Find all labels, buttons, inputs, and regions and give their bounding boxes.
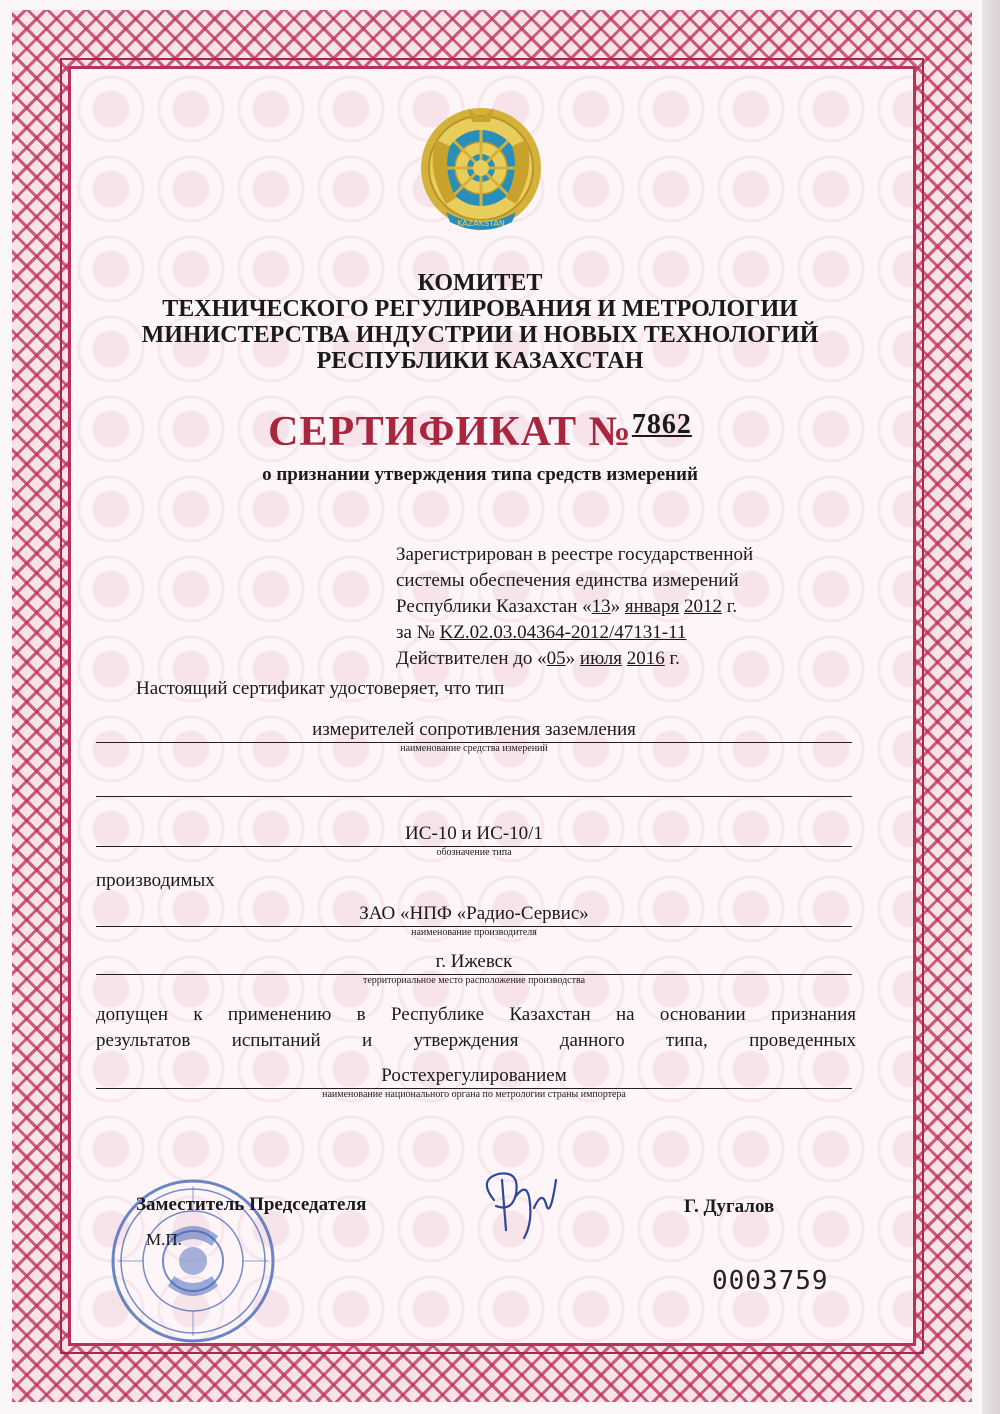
registry-line-5-suffix: г. [664,648,680,669]
header-line-3: МИНИСТЕРСТВА ИНДУСТРИИ И НОВЫХ ТЕХНОЛОГИЙ [141,322,819,348]
location-field [96,950,852,987]
location-value: г. Ижевск [96,950,852,975]
registry-line-1: Зарегистрирован в реестре государственной [396,544,754,565]
instrument-name-caption: наименование средства измерений [400,743,548,754]
registry-line-4 [396,620,866,646]
header-line-1: КОМИТЕТ [417,270,543,296]
registry-line-3-suffix: г. [721,596,738,617]
type-designation-field [96,822,852,859]
registry-line-3-mid: » [610,596,625,617]
registry-line-5 [396,646,866,672]
state-emblem-icon [416,100,546,240]
header-line-2: ТЕХНИЧЕСКОГО РЕГУЛИРОВАНИЯ И МЕТРОЛОГИИ [162,296,798,322]
valid-until-month: июля [579,648,623,669]
instrument-name-field [96,718,852,755]
manufacturer-field [96,902,852,939]
manufacturer-value: ЗАО «НПФ «Радио-Сервис» [96,902,852,927]
registration-number: KZ.02.03.04364-2012/47131-11 [439,622,687,643]
scan-edge [982,0,1000,1414]
type-designation-value: ИС-10 и ИС-10/1 [96,822,852,847]
manufacturer-caption: наименование производителя [411,927,537,938]
seal-placeholder-label: М.П. [146,1230,182,1249]
authority-field [96,1064,852,1101]
instrument-name-value: измерителей сопротивления заземления [96,718,852,743]
valid-until-day: 05 [546,648,566,669]
authority-caption: наименование национального органа по метрологии страны импортера [322,1089,626,1100]
intro-text: Настоящий сертификат удостоверяет, что тип [136,678,505,699]
registry-line-4-prefix: за № [396,622,440,643]
registration-day: 13 [591,596,611,617]
registry-line-5-mid: » [565,648,580,669]
registry-line-3-prefix: Республики Казахстан « [396,596,592,617]
registration-month: января [624,596,680,617]
certificate-title-text: СЕРТИФИКАТ № [268,409,632,455]
location-caption: территориальное место расположение производства [362,975,586,986]
authority-value: Ростехрегулированием [96,1064,852,1089]
certificate-title [200,408,760,456]
serial-number: 0003759 [712,1266,829,1296]
header-line-4: РЕСПУБЛИКИ КАЗАХСТАН [316,348,644,374]
signatory-name: Г. Дугалов [684,1196,775,1217]
signatory-title: Заместитель Председателя [136,1194,367,1215]
approval-line-1: допущен к применению в Республике Казахстан на основании признания [96,1004,856,1025]
registry-line-2: системы обеспечения единства измерений [396,570,739,591]
approval-line-2: результатов испытаний и утверждения данного типа, проведенных [96,1030,856,1051]
emblem-text: KAZAKSTAN [457,219,505,228]
certificate-subtitle: о признании утверждения типа средств измерений [262,464,698,485]
certificate-number: 7862 [631,409,692,440]
issuing-authority-header [120,270,840,374]
type-designation-caption: обозначение типа [436,847,512,858]
registry-line-3 [396,594,866,620]
valid-until-year: 2016 [626,648,665,669]
registry-block [396,542,866,672]
registration-year: 2012 [683,596,722,617]
approval-paragraph [96,1002,856,1054]
handwritten-signature [476,1160,576,1250]
blank-line [96,796,852,797]
produced-label: производимых [96,870,215,891]
registry-line-5-prefix: Действителен до « [396,648,547,669]
